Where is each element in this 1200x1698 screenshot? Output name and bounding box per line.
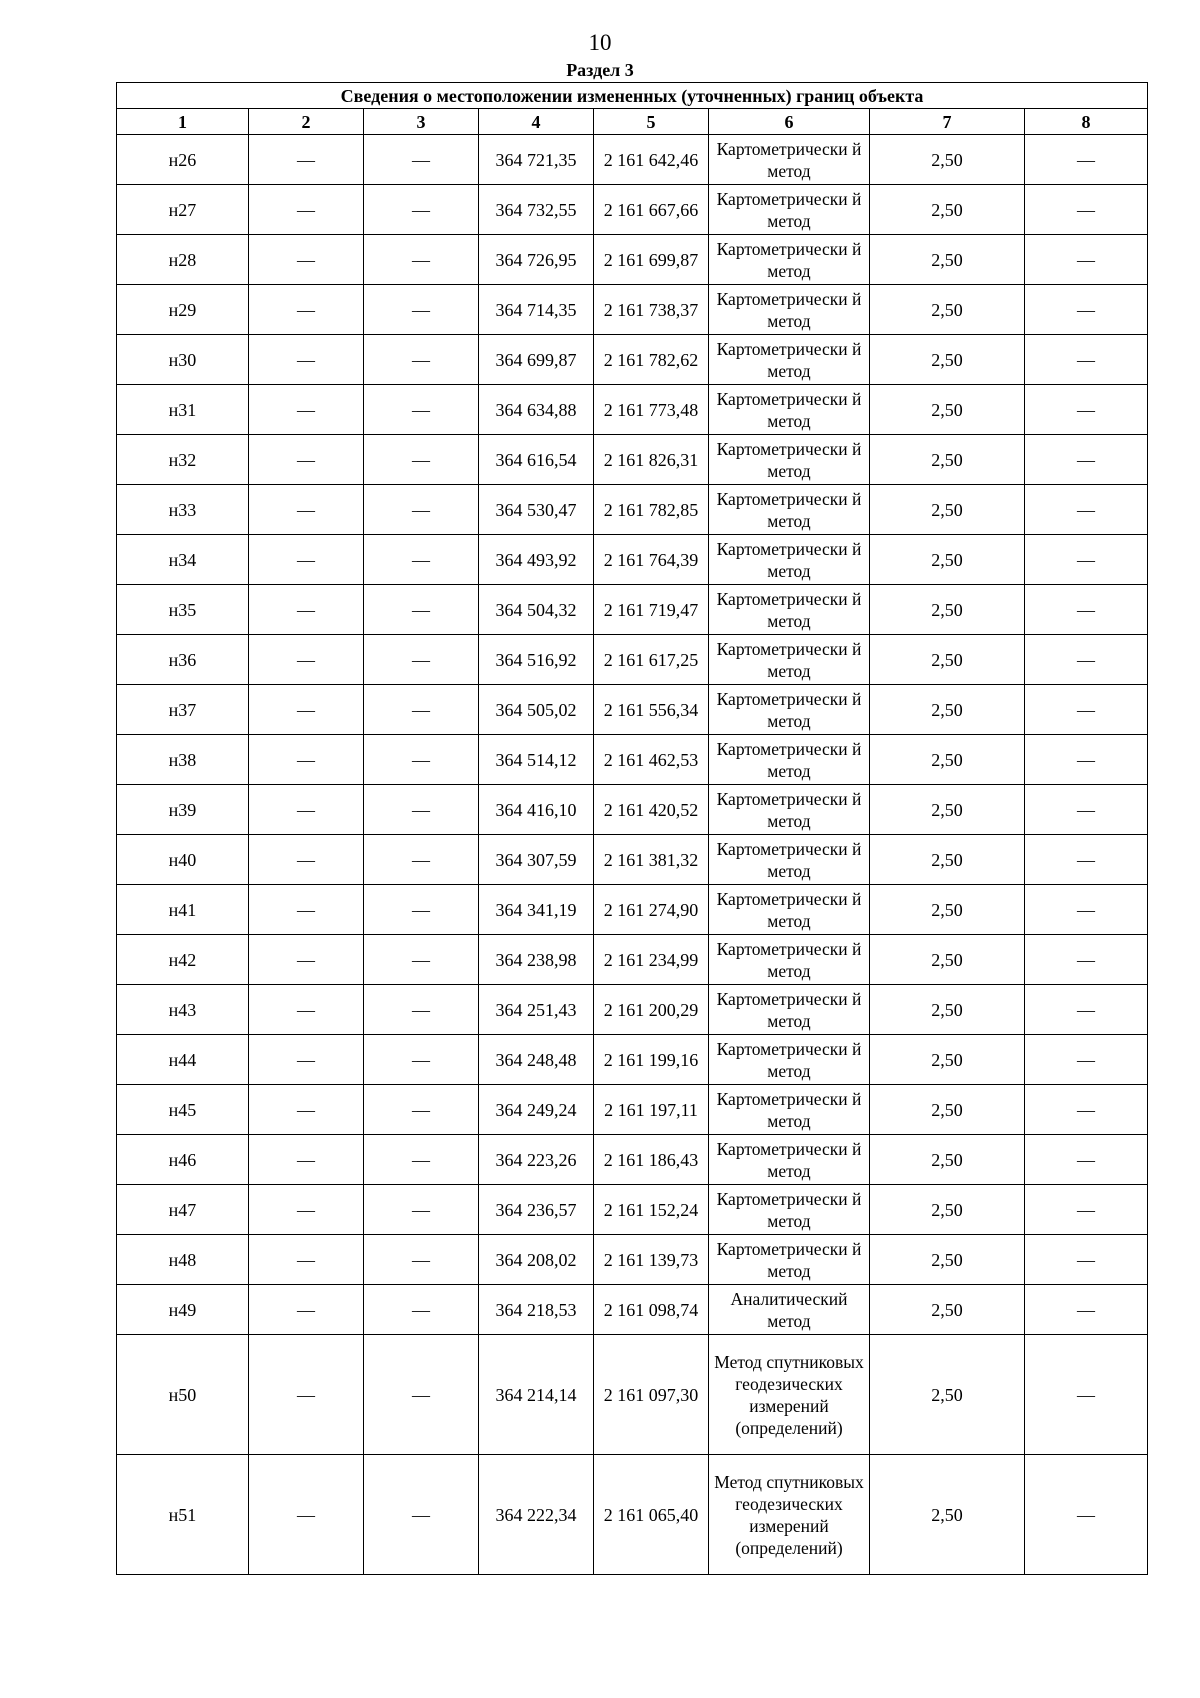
- point-number-cell: н40: [117, 835, 249, 885]
- x-coordinate-cell: 364 699,87: [479, 335, 594, 385]
- y-coordinate-cell: 2 161 667,66: [594, 185, 709, 235]
- column-8-cell: —: [1025, 885, 1148, 935]
- accuracy-cell: 2,50: [870, 985, 1025, 1035]
- y-coordinate-cell: 2 161 699,87: [594, 235, 709, 285]
- column-8-cell: —: [1025, 685, 1148, 735]
- point-number-cell: н26: [117, 135, 249, 185]
- point-number-cell: н45: [117, 1085, 249, 1135]
- column-8-cell: —: [1025, 185, 1148, 235]
- column-2-cell: —: [249, 135, 364, 185]
- column-8-cell: —: [1025, 1285, 1148, 1335]
- point-number-cell: н42: [117, 935, 249, 985]
- column-3-cell: —: [364, 1335, 479, 1455]
- column-3-cell: —: [364, 585, 479, 635]
- column-2-cell: —: [249, 685, 364, 735]
- x-coordinate-cell: 364 714,35: [479, 285, 594, 335]
- column-2-cell: —: [249, 1285, 364, 1335]
- accuracy-cell: 2,50: [870, 285, 1025, 335]
- column-2-cell: —: [249, 1135, 364, 1185]
- x-coordinate-cell: 364 505,02: [479, 685, 594, 735]
- column-3-cell: —: [364, 835, 479, 885]
- accuracy-cell: 2,50: [870, 585, 1025, 635]
- accuracy-cell: 2,50: [870, 485, 1025, 535]
- column-8-cell: —: [1025, 735, 1148, 785]
- y-coordinate-cell: 2 161 642,46: [594, 135, 709, 185]
- table-row: [117, 285, 1148, 335]
- table-row: [117, 985, 1148, 1035]
- point-number-cell: н28: [117, 235, 249, 285]
- column-number-5: 5: [594, 109, 709, 135]
- accuracy-cell: 2,50: [870, 1135, 1025, 1185]
- accuracy-cell: 2,50: [870, 935, 1025, 985]
- column-3-cell: —: [364, 935, 479, 985]
- x-coordinate-cell: 364 726,95: [479, 235, 594, 285]
- column-3-cell: —: [364, 1285, 479, 1335]
- column-numbers-row: [117, 109, 1148, 135]
- y-coordinate-cell: 2 161 719,47: [594, 585, 709, 635]
- y-coordinate-cell: 2 161 420,52: [594, 785, 709, 835]
- x-coordinate-cell: 364 208,02: [479, 1235, 594, 1285]
- x-coordinate-cell: 364 238,98: [479, 935, 594, 985]
- point-number-cell: н36: [117, 635, 249, 685]
- column-2-cell: —: [249, 385, 364, 435]
- method-cell: Картометрически й метод: [709, 685, 870, 735]
- method-cell: Картометрически й метод: [709, 235, 870, 285]
- y-coordinate-cell: 2 161 764,39: [594, 535, 709, 585]
- table-row: [117, 1035, 1148, 1085]
- column-3-cell: —: [364, 135, 479, 185]
- method-cell: Картометрически й метод: [709, 185, 870, 235]
- method-cell: Картометрически й метод: [709, 1035, 870, 1085]
- point-number-cell: н31: [117, 385, 249, 435]
- table-row: [117, 1285, 1148, 1335]
- point-number-cell: н30: [117, 335, 249, 385]
- x-coordinate-cell: 364 732,55: [479, 185, 594, 235]
- column-2-cell: —: [249, 985, 364, 1035]
- accuracy-cell: 2,50: [870, 835, 1025, 885]
- column-8-cell: —: [1025, 435, 1148, 485]
- point-number-cell: н32: [117, 435, 249, 485]
- column-3-cell: —: [364, 235, 479, 285]
- table-caption: Сведения о местоположении измененных (уточненных) границ объекта: [117, 83, 1148, 109]
- table-row: [117, 785, 1148, 835]
- y-coordinate-cell: 2 161 139,73: [594, 1235, 709, 1285]
- column-2-cell: —: [249, 885, 364, 935]
- point-number-cell: н37: [117, 685, 249, 735]
- column-3-cell: —: [364, 1455, 479, 1575]
- accuracy-cell: 2,50: [870, 135, 1025, 185]
- x-coordinate-cell: 364 251,43: [479, 985, 594, 1035]
- table-row: [117, 535, 1148, 585]
- column-8-cell: —: [1025, 635, 1148, 685]
- point-number-cell: н50: [117, 1335, 249, 1455]
- column-3-cell: —: [364, 985, 479, 1035]
- y-coordinate-cell: 2 161 152,24: [594, 1185, 709, 1235]
- column-3-cell: —: [364, 785, 479, 835]
- column-8-cell: —: [1025, 1085, 1148, 1135]
- table-row: [117, 185, 1148, 235]
- x-coordinate-cell: 364 721,35: [479, 135, 594, 185]
- point-number-cell: н41: [117, 885, 249, 935]
- y-coordinate-cell: 2 161 462,53: [594, 735, 709, 785]
- method-cell: Картометрически й метод: [709, 835, 870, 885]
- accuracy-cell: 2,50: [870, 1335, 1025, 1455]
- table-row: [117, 1085, 1148, 1135]
- column-number-3: 3: [364, 109, 479, 135]
- column-8-cell: —: [1025, 985, 1148, 1035]
- column-8-cell: —: [1025, 935, 1148, 985]
- accuracy-cell: 2,50: [870, 1185, 1025, 1235]
- y-coordinate-cell: 2 161 274,90: [594, 885, 709, 935]
- table-row: [117, 435, 1148, 485]
- y-coordinate-cell: 2 161 200,29: [594, 985, 709, 1035]
- column-number-6: 6: [709, 109, 870, 135]
- column-3-cell: —: [364, 1085, 479, 1135]
- column-2-cell: —: [249, 585, 364, 635]
- accuracy-cell: 2,50: [870, 685, 1025, 735]
- x-coordinate-cell: 364 223,26: [479, 1135, 594, 1185]
- method-cell: Картометрически й метод: [709, 885, 870, 935]
- method-cell: Картометрически й метод: [709, 585, 870, 635]
- column-number-7: 7: [870, 109, 1025, 135]
- point-number-cell: н43: [117, 985, 249, 1035]
- column-2-cell: —: [249, 735, 364, 785]
- column-2-cell: —: [249, 535, 364, 585]
- method-cell: Картометрически й метод: [709, 1185, 870, 1235]
- column-8-cell: —: [1025, 285, 1148, 335]
- page-number: 10: [588, 30, 612, 55]
- table-row: [117, 235, 1148, 285]
- method-cell: Картометрически й метод: [709, 385, 870, 435]
- point-number-cell: н51: [117, 1455, 249, 1575]
- method-cell: Картометрически й метод: [709, 1135, 870, 1185]
- column-2-cell: —: [249, 1085, 364, 1135]
- column-8-cell: —: [1025, 835, 1148, 885]
- column-number-4: 4: [479, 109, 594, 135]
- method-cell: Картометрически й метод: [709, 1085, 870, 1135]
- x-coordinate-cell: 364 504,32: [479, 585, 594, 635]
- accuracy-cell: 2,50: [870, 185, 1025, 235]
- table-row: [117, 935, 1148, 985]
- column-8-cell: —: [1025, 785, 1148, 835]
- x-coordinate-cell: 364 236,57: [479, 1185, 594, 1235]
- column-8-cell: —: [1025, 1185, 1148, 1235]
- column-2-cell: —: [249, 785, 364, 835]
- table-body: [117, 135, 1148, 1575]
- table-row: [117, 1335, 1148, 1455]
- column-3-cell: —: [364, 435, 479, 485]
- point-number-cell: н27: [117, 185, 249, 235]
- column-3-cell: —: [364, 185, 479, 235]
- method-cell: Картометрически й метод: [709, 435, 870, 485]
- column-2-cell: —: [249, 335, 364, 385]
- table-row: [117, 885, 1148, 935]
- point-number-cell: н44: [117, 1035, 249, 1085]
- column-3-cell: —: [364, 1035, 479, 1085]
- column-number-1: 1: [117, 109, 249, 135]
- column-2-cell: —: [249, 935, 364, 985]
- x-coordinate-cell: 364 307,59: [479, 835, 594, 885]
- accuracy-cell: 2,50: [870, 385, 1025, 435]
- column-3-cell: —: [364, 485, 479, 535]
- accuracy-cell: 2,50: [870, 1235, 1025, 1285]
- accuracy-cell: 2,50: [870, 735, 1025, 785]
- x-coordinate-cell: 364 218,53: [479, 1285, 594, 1335]
- method-cell: Метод спутниковых геодезических измерений (определений): [709, 1455, 870, 1575]
- y-coordinate-cell: 2 161 065,40: [594, 1455, 709, 1575]
- column-3-cell: —: [364, 685, 479, 735]
- y-coordinate-cell: 2 161 782,85: [594, 485, 709, 535]
- column-2-cell: —: [249, 1035, 364, 1085]
- x-coordinate-cell: 364 514,12: [479, 735, 594, 785]
- column-3-cell: —: [364, 385, 479, 435]
- table-row: [117, 1455, 1148, 1575]
- y-coordinate-cell: 2 161 197,11: [594, 1085, 709, 1135]
- accuracy-cell: 2,50: [870, 1455, 1025, 1575]
- column-3-cell: —: [364, 535, 479, 585]
- table-row: [117, 1135, 1148, 1185]
- y-coordinate-cell: 2 161 199,16: [594, 1035, 709, 1085]
- point-number-cell: н29: [117, 285, 249, 335]
- method-cell: Картометрически й метод: [709, 635, 870, 685]
- table-row: [117, 835, 1148, 885]
- table-row: [117, 585, 1148, 635]
- y-coordinate-cell: 2 161 381,32: [594, 835, 709, 885]
- column-2-cell: —: [249, 185, 364, 235]
- section-title: Раздел 3: [566, 60, 634, 80]
- x-coordinate-cell: 364 416,10: [479, 785, 594, 835]
- table-row: [117, 385, 1148, 435]
- accuracy-cell: 2,50: [870, 785, 1025, 835]
- column-3-cell: —: [364, 1135, 479, 1185]
- method-cell: Картометрически й метод: [709, 285, 870, 335]
- method-cell: Картометрически й метод: [709, 1235, 870, 1285]
- method-cell: Картометрически й метод: [709, 535, 870, 585]
- method-cell: Картометрически й метод: [709, 785, 870, 835]
- table-row: [117, 1185, 1148, 1235]
- column-2-cell: —: [249, 1235, 364, 1285]
- column-2-cell: —: [249, 835, 364, 885]
- x-coordinate-cell: 364 530,47: [479, 485, 594, 535]
- boundary-coordinates-table: [116, 82, 1148, 1575]
- accuracy-cell: 2,50: [870, 1035, 1025, 1085]
- column-3-cell: —: [364, 735, 479, 785]
- point-number-cell: н48: [117, 1235, 249, 1285]
- x-coordinate-cell: 364 634,88: [479, 385, 594, 435]
- column-8-cell: —: [1025, 585, 1148, 635]
- x-coordinate-cell: 364 214,14: [479, 1335, 594, 1455]
- x-coordinate-cell: 364 341,19: [479, 885, 594, 935]
- y-coordinate-cell: 2 161 098,74: [594, 1285, 709, 1335]
- method-cell: Картометрически й метод: [709, 935, 870, 985]
- column-2-cell: —: [249, 435, 364, 485]
- x-coordinate-cell: 364 516,92: [479, 635, 594, 685]
- column-2-cell: —: [249, 1335, 364, 1455]
- table-row: [117, 635, 1148, 685]
- column-3-cell: —: [364, 635, 479, 685]
- column-2-cell: —: [249, 635, 364, 685]
- y-coordinate-cell: 2 161 773,48: [594, 385, 709, 435]
- column-3-cell: —: [364, 1185, 479, 1235]
- column-3-cell: —: [364, 335, 479, 385]
- accuracy-cell: 2,50: [870, 435, 1025, 485]
- x-coordinate-cell: 364 616,54: [479, 435, 594, 485]
- method-cell: Картометрически й метод: [709, 335, 870, 385]
- point-number-cell: н35: [117, 585, 249, 635]
- table-row: [117, 335, 1148, 385]
- column-2-cell: —: [249, 1185, 364, 1235]
- column-number-8: 8: [1025, 109, 1148, 135]
- column-8-cell: —: [1025, 1335, 1148, 1455]
- y-coordinate-cell: 2 161 617,25: [594, 635, 709, 685]
- method-cell: Картометрически й метод: [709, 485, 870, 535]
- y-coordinate-cell: 2 161 186,43: [594, 1135, 709, 1185]
- table-row: [117, 685, 1148, 735]
- column-3-cell: —: [364, 1235, 479, 1285]
- y-coordinate-cell: 2 161 782,62: [594, 335, 709, 385]
- accuracy-cell: 2,50: [870, 1085, 1025, 1135]
- point-number-cell: н38: [117, 735, 249, 785]
- x-coordinate-cell: 364 249,24: [479, 1085, 594, 1135]
- column-8-cell: —: [1025, 335, 1148, 385]
- table-row: [117, 1235, 1148, 1285]
- point-number-cell: н34: [117, 535, 249, 585]
- column-8-cell: —: [1025, 135, 1148, 185]
- column-number-2: 2: [249, 109, 364, 135]
- method-cell: Картометрически й метод: [709, 985, 870, 1035]
- accuracy-cell: 2,50: [870, 885, 1025, 935]
- y-coordinate-cell: 2 161 738,37: [594, 285, 709, 335]
- accuracy-cell: 2,50: [870, 1285, 1025, 1335]
- column-8-cell: —: [1025, 385, 1148, 435]
- column-8-cell: —: [1025, 1235, 1148, 1285]
- column-2-cell: —: [249, 285, 364, 335]
- accuracy-cell: 2,50: [870, 235, 1025, 285]
- accuracy-cell: 2,50: [870, 635, 1025, 685]
- column-3-cell: —: [364, 285, 479, 335]
- x-coordinate-cell: 364 493,92: [479, 535, 594, 585]
- point-number-cell: н33: [117, 485, 249, 535]
- y-coordinate-cell: 2 161 234,99: [594, 935, 709, 985]
- accuracy-cell: 2,50: [870, 335, 1025, 385]
- column-8-cell: —: [1025, 235, 1148, 285]
- column-2-cell: —: [249, 235, 364, 285]
- table-row: [117, 485, 1148, 535]
- column-8-cell: —: [1025, 1135, 1148, 1185]
- column-2-cell: —: [249, 485, 364, 535]
- column-8-cell: —: [1025, 1035, 1148, 1085]
- y-coordinate-cell: 2 161 097,30: [594, 1335, 709, 1455]
- method-cell: Метод спутниковых геодезических измерений (определений): [709, 1335, 870, 1455]
- y-coordinate-cell: 2 161 826,31: [594, 435, 709, 485]
- table-caption-row: [117, 83, 1148, 109]
- method-cell: Аналитический метод: [709, 1285, 870, 1335]
- accuracy-cell: 2,50: [870, 535, 1025, 585]
- column-8-cell: —: [1025, 485, 1148, 535]
- method-cell: Картометрически й метод: [709, 735, 870, 785]
- point-number-cell: н39: [117, 785, 249, 835]
- column-2-cell: —: [249, 1455, 364, 1575]
- column-8-cell: —: [1025, 535, 1148, 585]
- y-coordinate-cell: 2 161 556,34: [594, 685, 709, 735]
- column-3-cell: —: [364, 885, 479, 935]
- point-number-cell: н49: [117, 1285, 249, 1335]
- table-row: [117, 735, 1148, 785]
- table-row: [117, 135, 1148, 185]
- point-number-cell: н46: [117, 1135, 249, 1185]
- column-8-cell: —: [1025, 1455, 1148, 1575]
- x-coordinate-cell: 364 222,34: [479, 1455, 594, 1575]
- method-cell: Картометрически й метод: [709, 135, 870, 185]
- x-coordinate-cell: 364 248,48: [479, 1035, 594, 1085]
- point-number-cell: н47: [117, 1185, 249, 1235]
